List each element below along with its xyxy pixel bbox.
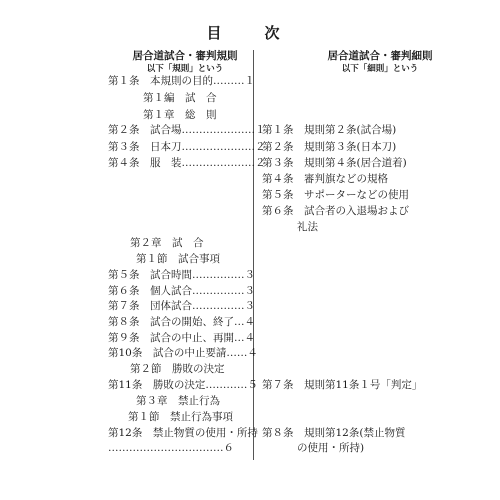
page-title: 目 次 [206, 24, 294, 42]
column-divider [253, 50, 254, 460]
toc-entry: 第７条 団体試合……………３ [108, 300, 255, 312]
toc-chapter-heading: 第３章 禁止行為 [136, 395, 220, 407]
toc-entry: 第６条 個人試合……………３ [108, 285, 255, 297]
toc-entry-continuation: の使用・所持) [297, 442, 365, 454]
toc-section-heading: 第１節 試合事項 [136, 253, 220, 265]
toc-entry: 第２条 規則第３条(日本刀) [262, 141, 397, 153]
toc-entry: 第３条 日本刀…………………２ [108, 141, 266, 153]
toc-entry-continuation: 礼法 [297, 221, 318, 233]
toc-entry: 第１条 本規則の目的………１ [108, 75, 255, 87]
toc-entry: 第12条 禁止物質の使用・所持 [108, 427, 258, 439]
toc-entry: 第３条 規則第４条(居合道着) [262, 157, 407, 169]
toc-entry: 第10条 試合の中止要請……４ [108, 347, 258, 359]
bylaws-heading: 居合道試合・審判細則 [327, 50, 433, 62]
toc-section-heading: 第１節 禁止行為事項 [128, 411, 233, 423]
toc-entry: 第５条 試合時間……………３ [108, 269, 255, 281]
toc-entry: 第４条 審判旗などの規格 [262, 173, 388, 185]
toc-entry: 第５条 サポーターなどの使用 [262, 189, 409, 201]
toc-entry: 第９条 試合の中止、再開…４ [108, 332, 255, 344]
rules-heading: 居合道試合・審判規則 [132, 50, 238, 62]
toc-entry: 第４条 服 装…………………２ [108, 157, 266, 169]
toc-chapter-heading: 第２章 試 合 [130, 237, 204, 249]
toc-entry: 第２条 試合場…………………１ [108, 124, 266, 136]
toc-entry: 第８条 規則第12条(禁止物質 [262, 427, 406, 439]
bylaws-subheading: 以下「細則」という [341, 64, 419, 74]
toc-section-heading: 第２節 勝敗の決定 [130, 363, 225, 375]
toc-entry: 第１条 規則第２条(試合場) [262, 124, 397, 136]
toc-entry: 第６条 試合者の入退場および [262, 205, 409, 217]
toc-part-heading: 第１編 試 合 [143, 92, 217, 104]
toc-chapter-heading: 第１章 総 則 [143, 109, 217, 121]
toc-entry-continuation: ……………………………６ [108, 442, 234, 454]
right-column-heading [265, 50, 495, 76]
toc-entry: 第11条 勝敗の決定…………５ [108, 379, 258, 391]
rules-subheading: 以下「規則」という [146, 64, 224, 74]
toc-entry: 第８条 試合の開始、終了…４ [108, 316, 255, 328]
toc-entry: 第７条 規則第11条１号「判定」 [262, 379, 423, 391]
